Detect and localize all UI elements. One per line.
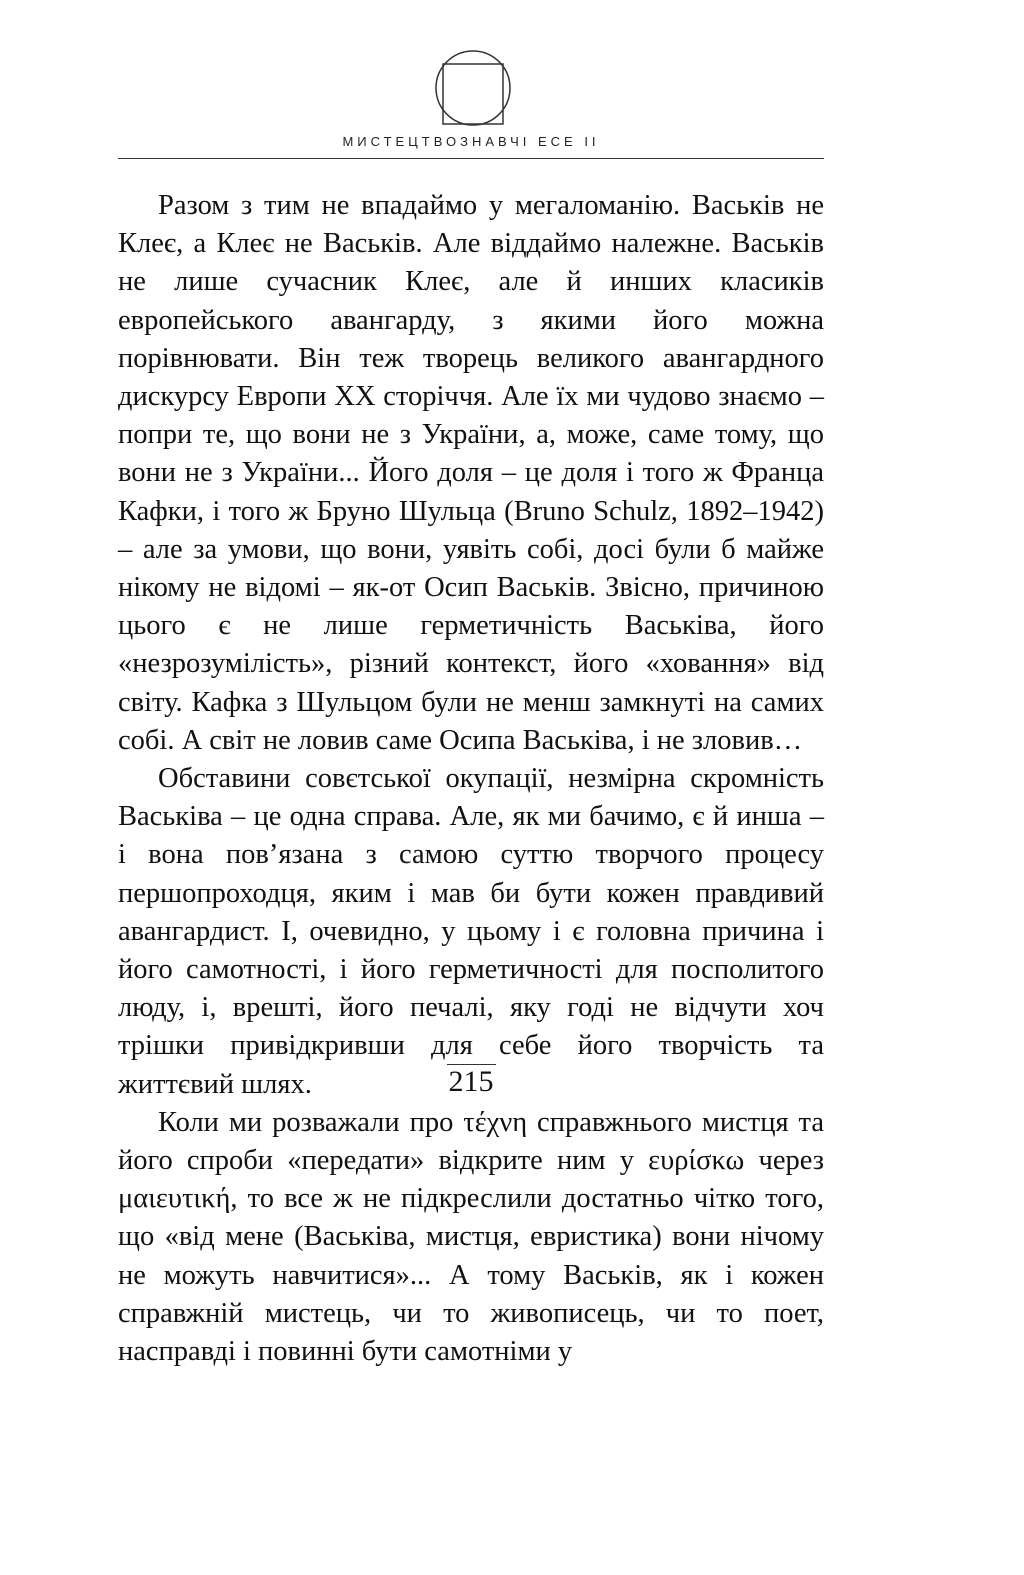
header-rule [118,158,824,159]
running-head-title: МИСТЕЦТВОЗНАВЧІ ЕСЕ ІІ [342,134,600,149]
paragraph-3: Коли ми розважали про τέχνη справжнього мистця та його спроби «передати» відкрите ним у ευρίσκω через μαιευτική, то все ж не підкреслили достатньо чітко того, що «від мене (Васьківа, мистця, евристика) вони нічому не можуть навчитися»... А тому Васьків, як і кожен справжній мистець, чи то живописець, чи то поет, насправді і повинні бути самотніми у [118,1106,824,1368]
circle-square-logo-icon [433,48,513,128]
paragraph-2: Обставини совєтської окупації, незмірна скромність Васьківа – це одна справа. Але, як ми бачимо, є й инша – і вона пов’язана з самою суттю творчого процесу першопроходця, яким і мав би бути кожен правдивий авангардист. І, очевидно, у цьому і є головна причина і його самотності, і його герметичності для посполитого люду, і, врешті, його печалі, яку годі не відчути хоч трішки привідкривши для себе його творчість та життєвий шлях. [118,763,824,1100]
body-text [118,187,824,1371]
paragraph-1: Разом з тим не впадаймо у мегаломанію. Васьків не Клеє, а Клеє не Васьків. Але віддаймо належне. Васьків не лише сучасник Клеє, але й инших класиків европейського авангарду, з якими його можна порівнювати. Він теж творець великого авангардного дискурсу Европи ХХ сторіччя. Але їх ми чудово знаємо – попри те, що вони не з України, а, може, саме тому, що вони не з України... Його доля – це доля і того ж Франца Кафки, і того ж Бруно Шульца (Bruno Schulz, 1892–1942) – але за умови, що вони, уявіть собі, досі були б майже нікому не відомі – як-от Осип Васьків. Звісно, причиною цього є не лише герметичність Васьківа, його «незрозумілість», різний контекст, його «ховання» від світу. Кафка з Шульцом були не менш замкнуті на самих собі. А світ не ловив саме Осипа Васьківа, і не зловив… [118,190,824,756]
page-number-container [118,1065,824,1099]
page-number: 215 [448,1065,494,1098]
